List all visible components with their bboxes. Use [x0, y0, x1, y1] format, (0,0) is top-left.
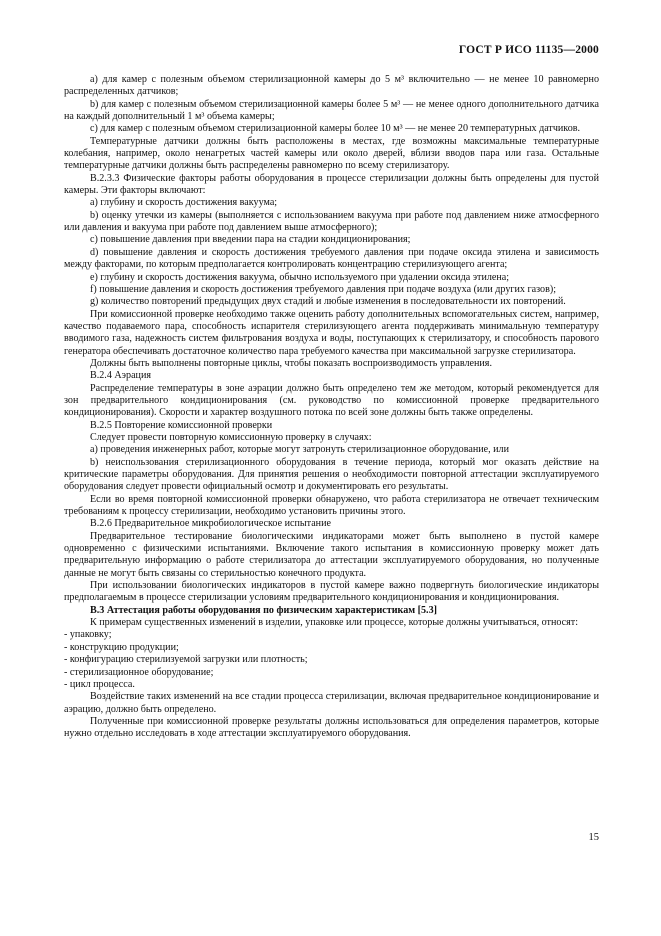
list-item: - конфигурацию стерилизуемой загрузки или плотность; — [64, 654, 308, 666]
paragraph: с) для камер с полезным объемом стерилизационной камеры более 10 м³ — не менее 20 температурных датчиков. — [90, 123, 581, 135]
paragraph: Должны быть выполнены повторные циклы, чтобы показать воспроизводимость управления. — [90, 357, 492, 369]
paragraph: При комиссионной проверке необходимо также оценить работу дополнительных вспомогательных систем, например, качество подаваемого пара, способность испарителя стерилизующего агента поддерживать минимальную температуру вводимого газа, надежность систем фильтрования воздуха и воды, поступающих к стерилизатору, и способность парового генератора обеспечивать достаточное количество пара требуемого качества при максимальной загрузке стерилизатора. — [64, 308, 599, 357]
paragraph: Температурные датчики должны быть расположены в местах, где возможны максимальные температурные колебания, например, около ненагретых частей камеры или около дверей, вблизи вводов пара или газа. Остальные температурные датчики должны быть распределены равномерно по всему стерилизатору. — [64, 135, 599, 172]
paragraph: Предварительное тестирование биологическими индикаторами может быть выполнено в пустой камере одновременно с физическими испытаниями. Включение такого испытания в комиссионную проверку может дать предварительную информацию о работе стерилизатора до аттестации эксплуатируемого оборудования, но полученные данные не могут быть связаны со стерильностью конечного продукта. — [64, 530, 599, 579]
paragraph: b) оценку утечки из камеры (выполняется с использованием вакуума при работе под давлением ниже атмосферного или давления и вакуума при работе под давлением выше атмосферного); — [64, 209, 599, 234]
list-item: - упаковку; — [64, 629, 112, 641]
paragraph: В.2.3.3 Физические факторы работы оборудования в процессе стерилизации должны быть определены для пустой камеры. Эти факторы включают: — [64, 172, 599, 197]
standard-header: ГОСТ Р ИСО 11135—2000 — [458, 44, 599, 56]
paragraph: b) неиспользования стерилизационного оборудования в течение периода, который мог оказать действие на критические параметры оборудования. Для принятия решения о необходимости повторной аттестации эксплуатируемого оборудования следует провести официальный осмотр и документировать его результаты. — [64, 456, 599, 493]
paragraph: Если во время повторной комиссионной проверки обнаружено, что работа стерилизатора не отвечает техническим требованиям к процессу стерилизации, необходимо установить причины этого. — [64, 493, 599, 518]
page-number: 15 — [588, 832, 599, 843]
paragraph: В.2.5 Повторение комиссионной проверки — [90, 419, 273, 431]
paragraph: Распределение температуры в зоне аэрации должно быть определено тем же методом, который рекомендуется для зон предварительного кондиционирования (см. руководство по комиссионной проверке предварительного кондиционирования). Скорости и характер воздушного потока по всей зоне должны быть также определены. — [64, 382, 599, 419]
paragraph: К примерам существенных изменений в изделии, упаковке или процессе, которые должны учитываться, относят: — [90, 617, 579, 629]
list-item: - стерилизационное оборудование; — [64, 666, 214, 678]
paragraph: а) проведения инженерных работ, которые могут затронуть стерилизационное оборудование, или — [90, 444, 509, 456]
list-item: - цикл процесса. — [64, 678, 135, 690]
paragraph: Воздействие таких изменений на все стадии процесса стерилизации, включая предварительное кондиционирование и аэрацию, должно быть определено. — [64, 691, 599, 715]
paragraph: b) для камер с полезным объемом стерилизационной камеры более 5 м³ — не менее одного дополнительного датчика на каждый дополнительный 1 м³ объема камеры; — [64, 98, 599, 123]
paragraph: е) глубину и скорость достижения вакуума, обычно используемого при удалении оксида этилена; — [90, 271, 510, 283]
paragraph: а) для камер с полезным объемом стерилизационной камеры до 5 м³ включительно — не менее 10 равномерно распределенных датчиков; — [64, 74, 599, 98]
paragraph: При использовании биологических индикаторов в пустой камере важно подвергнуть биологические индикаторы предполагаемым в процессе стерилизации условиям предварительного кондиционирования и кондиционирования. — [64, 580, 599, 604]
paragraph: Следует провести повторную комиссионную проверку в случаях: — [90, 431, 372, 443]
paragraph: f) повышение давления и скорость достижения требуемого давления при подаче воздуха (или других газов); — [90, 283, 557, 295]
document-body — [64, 74, 599, 741]
paragraph: Полученные при комиссионной проверке результаты должны использоваться для определения параметров, которые нужно отдельно исследовать в ходе аттестации эксплуатируемого оборудования. — [64, 715, 599, 740]
paragraph: В.2.6 Предварительное микробиологическое испытание — [90, 518, 331, 530]
paragraph: а) глубину и скорость достижения вакуума; — [90, 197, 278, 209]
paragraph: g) количество повторений предыдущих двух стадий и любые изменения в последовательности их повторений. — [90, 296, 566, 308]
paragraph: В.2.4 Аэрация — [90, 370, 151, 382]
list-item: - конструкцию продукции; — [64, 641, 179, 653]
paragraph: с) повышение давления при введении пара на стадии кондиционирования; — [90, 234, 411, 246]
section-heading: В.3 Аттестация работы оборудования по физическим характеристикам [5.3] — [90, 604, 437, 616]
paragraph: d) повышение давления и скорость достижения требуемого давления при подаче оксида этилена и зависимость между факторами, по которым предполагается контролировать концентрацию стерилизующего агента; — [64, 246, 599, 271]
